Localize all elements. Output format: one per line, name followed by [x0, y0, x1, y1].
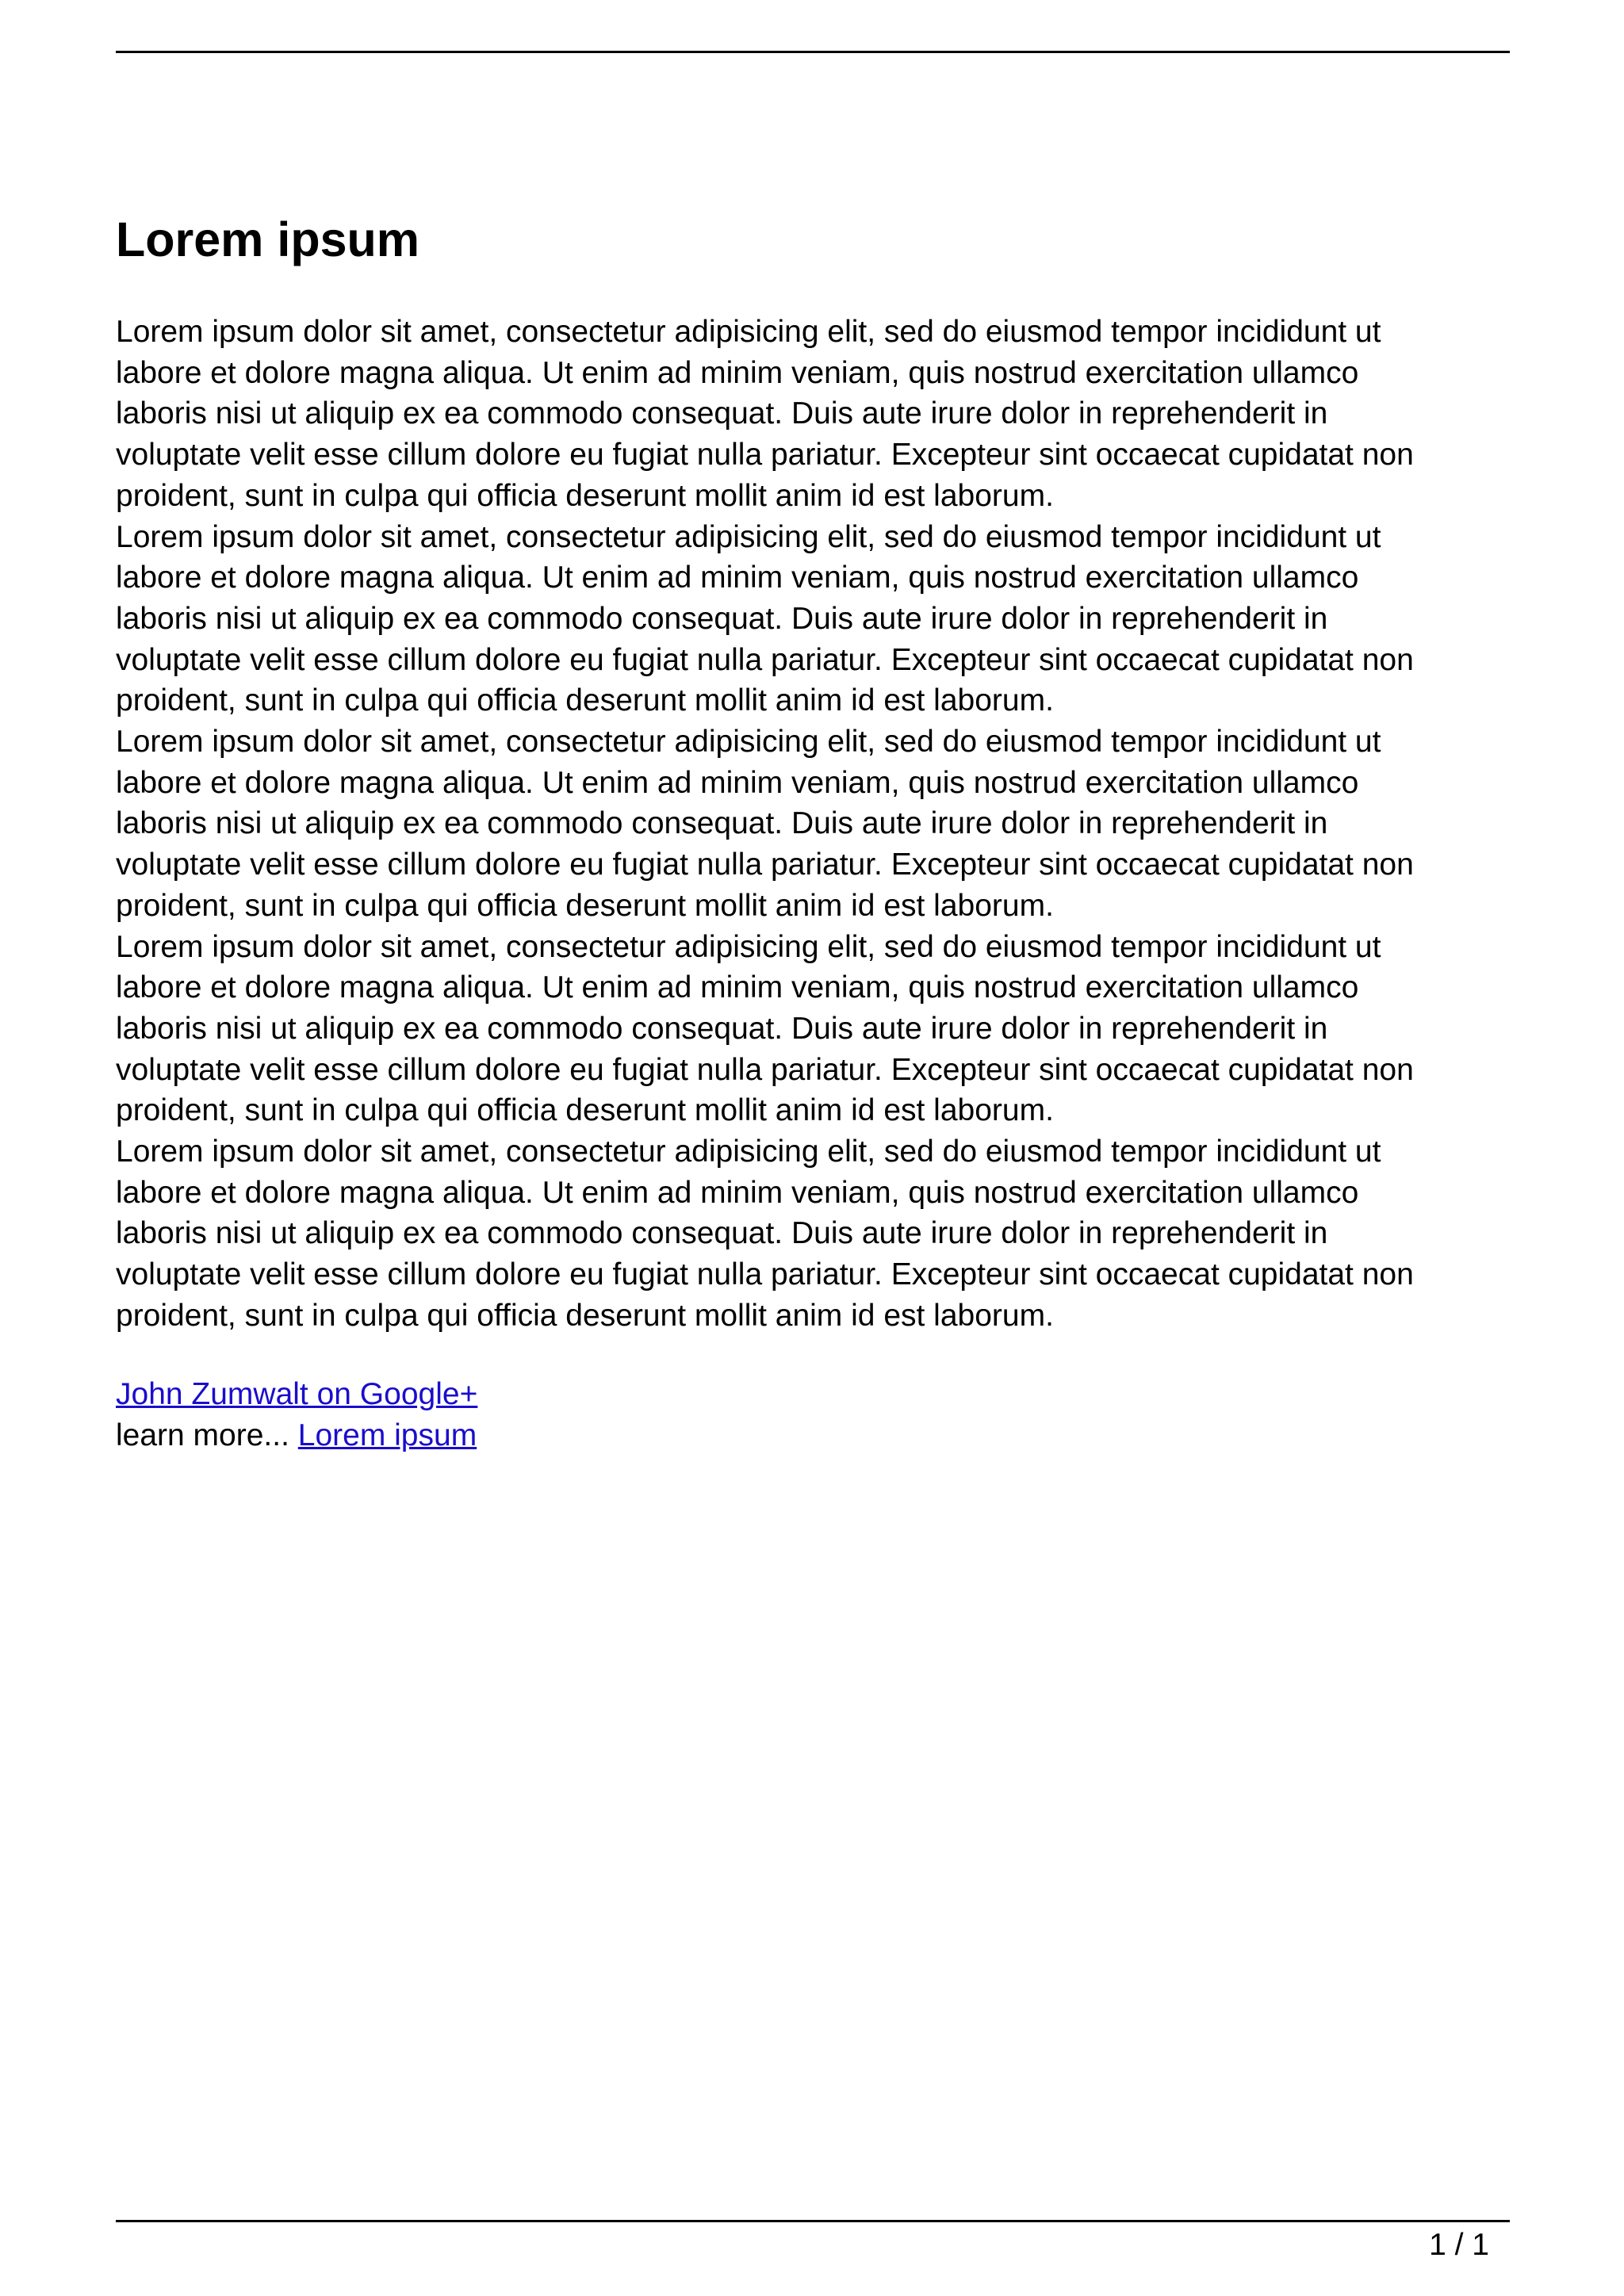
- body-line: labore et dolore magna aliqua. Ut enim ad minim veniam, quis nostrud exercitation ullamco: [116, 355, 1359, 390]
- body-line: proident, sunt in culpa qui officia deserunt mollit anim id est laborum.: [116, 1298, 1054, 1333]
- body-line: proident, sunt in culpa qui officia deserunt mollit anim id est laborum.: [116, 888, 1054, 923]
- body-line: laboris nisi ut aliquip ex ea commodo consequat. Duis aute irure dolor in reprehenderit in: [116, 601, 1328, 636]
- body-line: laboris nisi ut aliquip ex ea commodo consequat. Duis aute irure dolor in reprehenderit in: [116, 396, 1328, 431]
- header-rule: [116, 51, 1510, 53]
- body-line: labore et dolore magna aliqua. Ut enim ad minim veniam, quis nostrud exercitation ullamco: [116, 561, 1359, 595]
- body-line: laboris nisi ut aliquip ex ea commodo consequat. Duis aute irure dolor in reprehenderit in: [116, 806, 1328, 841]
- body-line: Lorem ipsum dolor sit amet, consectetur adipisicing elit, sed do eiusmod tempor incididunt ut: [116, 1135, 1381, 1169]
- learn-more-link[interactable]: Lorem ipsum: [297, 1418, 477, 1452]
- body-line: Lorem ipsum dolor sit amet, consectetur adipisicing elit, sed do eiusmod tempor incididunt ut: [116, 519, 1381, 554]
- body-line: labore et dolore magna aliqua. Ut enim ad minim veniam, quis nostrud exercitation ullamco: [116, 970, 1359, 1005]
- footer-rule: [116, 2220, 1510, 2222]
- learn-more-label: learn more...: [116, 1418, 298, 1452]
- body-line: voluptate velit esse cillum dolore eu fugiat nulla pariatur. Excepteur sint occaecat cupidatat non: [116, 1052, 1414, 1087]
- body-line: proident, sunt in culpa qui officia deserunt mollit anim id est laborum.: [116, 478, 1054, 513]
- body-line: proident, sunt in culpa qui officia deserunt mollit anim id est laborum.: [116, 1093, 1054, 1128]
- body-line: Lorem ipsum dolor sit amet, consectetur adipisicing elit, sed do eiusmod tempor incididunt ut: [116, 315, 1381, 349]
- body-line: Lorem ipsum dolor sit amet, consectetur adipisicing elit, sed do eiusmod tempor incididunt ut: [116, 725, 1381, 760]
- body-line: laboris nisi ut aliquip ex ea commodo consequat. Duis aute irure dolor in reprehenderit in: [116, 1011, 1328, 1046]
- page-number: 1 / 1: [1429, 2228, 1489, 2262]
- body-line: voluptate velit esse cillum dolore eu fugiat nulla pariatur. Excepteur sint occaecat cupidatat non: [116, 1257, 1414, 1292]
- page-title: Lorem ipsum: [116, 212, 420, 266]
- body-line: laboris nisi ut aliquip ex ea commodo consequat. Duis aute irure dolor in reprehenderit in: [116, 1216, 1328, 1251]
- body-line: labore et dolore magna aliqua. Ut enim ad minim veniam, quis nostrud exercitation ullamco: [116, 765, 1359, 800]
- body-line: labore et dolore magna aliqua. Ut enim ad minim veniam, quis nostrud exercitation ullamco: [116, 1175, 1359, 1210]
- body-line: voluptate velit esse cillum dolore eu fugiat nulla pariatur. Excepteur sint occaecat cupidatat non: [116, 438, 1414, 473]
- body-line: voluptate velit esse cillum dolore eu fugiat nulla pariatur. Excepteur sint occaecat cupidatat non: [116, 642, 1414, 677]
- body-line: proident, sunt in culpa qui officia deserunt mollit anim id est laborum.: [116, 683, 1054, 718]
- body-text: [116, 312, 1511, 1337]
- body-line: Lorem ipsum dolor sit amet, consectetur adipisicing elit, sed do eiusmod tempor incididunt ut: [116, 929, 1381, 964]
- author-google-plus-link[interactable]: John Zumwalt on Google+: [116, 1377, 478, 1411]
- learn-more-row: [116, 1415, 477, 1456]
- body-line: voluptate velit esse cillum dolore eu fugiat nulla pariatur. Excepteur sint occaecat cupidatat non: [116, 848, 1414, 882]
- link-section: [116, 1374, 477, 1456]
- author-row: [116, 1374, 477, 1415]
